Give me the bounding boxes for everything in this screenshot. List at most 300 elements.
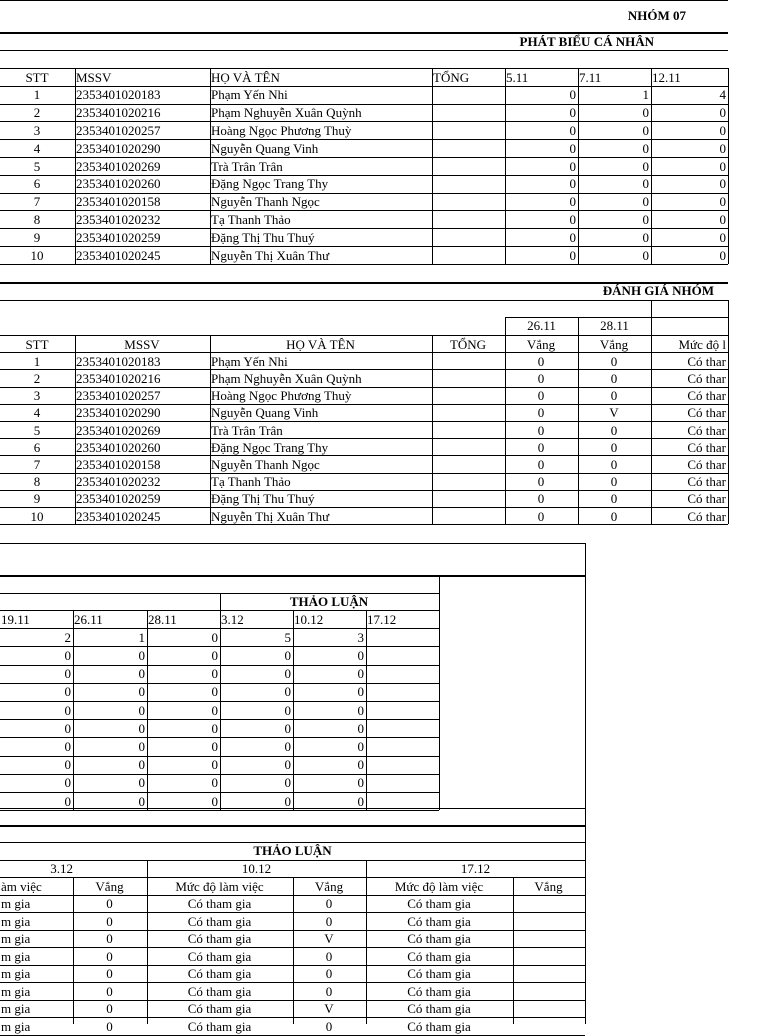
table-cell: Có thar (687, 439, 726, 455)
table-cell: 0 (569, 105, 576, 121)
table-cell: 0 (64, 738, 71, 754)
table-cell: 1 (33, 87, 41, 103)
group-title: NHÓM 07 (627, 8, 686, 23)
table-cell: 0 (325, 896, 333, 911)
grid-line (0, 808, 585, 809)
table-cell: m gia (1, 1018, 31, 1034)
table-cell (433, 456, 503, 473)
table-cell: Có thar (687, 422, 726, 438)
table-cell: Đặng Ngọc Trang Thy (211, 176, 329, 192)
table-cell: 0 (537, 491, 545, 507)
table-cell: 0 (64, 775, 71, 791)
table-cell: 10 (30, 508, 44, 524)
table-cell: m gia (1, 948, 31, 964)
table-cell (433, 104, 503, 121)
table-cell: 7 (33, 456, 41, 472)
section-title-danh-gia: ĐÁNH GIÁ NHÓM (602, 283, 714, 298)
table-cell: 2 (33, 370, 41, 386)
table-cell: Đặng Thị Thu Thuý (211, 229, 315, 245)
table-cell: 2353401020259 (76, 229, 161, 245)
table-cell (433, 353, 503, 370)
table-cell: 0 (642, 176, 649, 192)
table-cell: 0 (719, 194, 726, 210)
header-cell: 7.11 (579, 69, 602, 85)
table-cell: 0 (537, 439, 545, 455)
table-cell: Có thar (687, 370, 726, 386)
table-cell: 0 (719, 122, 726, 138)
table-cell: 0 (284, 702, 291, 718)
table-cell: 2353401020290 (76, 405, 161, 421)
table-cell: 0 (284, 647, 291, 663)
table-cell: 2353401020216 (76, 370, 161, 386)
table-cell: 0 (357, 702, 364, 718)
grid-line (0, 300, 728, 301)
table-cell: Có thar (687, 353, 726, 369)
table-cell: 8 (33, 474, 41, 490)
table-cell (433, 473, 503, 490)
table-cell: Nguyễn Thị Xuân Thư (211, 247, 330, 263)
header-cell: 17.12 (367, 611, 397, 627)
table-cell: 0 (569, 194, 576, 210)
table-cell (433, 387, 503, 404)
header-cell: Vắng (314, 878, 344, 894)
table-cell: Nguyễn Quang Vinh (211, 140, 319, 156)
table-cell: 0 (610, 370, 618, 386)
table-cell: 0 (138, 720, 145, 736)
table-cell: 2353401020260 (76, 439, 161, 455)
table-cell: 0 (64, 793, 71, 809)
table-cell: 2353401020269 (76, 422, 161, 438)
table-cell: Có tham gia (407, 1001, 471, 1016)
grid-line (505, 317, 728, 318)
table-cell: 0 (569, 158, 576, 174)
header-cell: TỔNG (449, 336, 487, 352)
section-title-thao-luan-1: THẢO LUẬN (289, 594, 369, 609)
grid-line (0, 50, 728, 51)
table-cell: 0 (537, 405, 545, 421)
table-cell: 6 (33, 439, 41, 455)
table-cell: 2353401020158 (76, 194, 161, 210)
table-cell: 0 (537, 508, 545, 524)
table-cell (433, 370, 503, 387)
date-cell: 28.11 (600, 318, 629, 333)
table-cell: 0 (211, 793, 218, 809)
header-cell: 12.11 (652, 69, 681, 85)
table-cell (433, 140, 503, 157)
table-cell: 0 (569, 140, 576, 156)
table-cell: Có tham gia (187, 896, 252, 911)
table-cell: 0 (106, 948, 113, 964)
table-cell: Có thar (687, 388, 726, 404)
table-cell: 7 (33, 194, 41, 210)
table-cell: 0 (211, 684, 218, 700)
table-cell: Tạ Thanh Thảo (211, 474, 291, 490)
table-cell: 0 (325, 966, 333, 981)
table-cell (367, 683, 437, 700)
table-cell: 0 (325, 948, 333, 964)
table-cell: 0 (138, 793, 145, 809)
table-cell (367, 793, 437, 810)
table-cell: 0 (357, 720, 364, 736)
grid-line (0, 264, 728, 265)
table-cell: 0 (610, 388, 618, 404)
table-cell: 2353401020290 (76, 140, 161, 156)
table-cell: 1 (138, 629, 145, 645)
table-cell: 3 (33, 388, 41, 404)
table-cell: Đặng Thị Thu Thuý (211, 491, 315, 507)
table-cell: 2 (33, 105, 41, 121)
table-cell: 0 (64, 684, 71, 700)
date-cell: 26.11 (527, 318, 556, 333)
table-cell: Nguyễn Thị Xuân Thư (211, 508, 330, 524)
table-cell: 8 (33, 211, 41, 227)
header-cell: HỌ VÀ TÊN (211, 69, 280, 85)
table-cell: 2353401020183 (76, 87, 161, 103)
table-cell (367, 647, 437, 664)
table-cell (433, 175, 503, 192)
table-cell: 10 (30, 247, 44, 263)
table-cell: 0 (719, 247, 726, 263)
date-cell: 17.12 (460, 861, 491, 876)
grid-line (585, 543, 586, 808)
table-cell: 0 (642, 247, 649, 263)
grid-line (0, 575, 585, 577)
header-cell: MSSV (76, 69, 112, 85)
table-cell: 0 (106, 1001, 113, 1016)
table-cell: 0 (211, 757, 218, 773)
table-cell: m gia (1, 931, 31, 946)
table-cell: Có tham gia (187, 1018, 252, 1034)
table-cell: 0 (64, 720, 71, 736)
table-cell: 0 (642, 140, 649, 156)
table-cell: Nguyễn Thanh Ngọc (211, 456, 320, 472)
table-cell: 2353401020216 (76, 105, 161, 121)
header-cell: Vắng (599, 336, 629, 352)
table-cell: 0 (569, 176, 576, 192)
section-title-thao-luan-2: THẢO LUẬN (253, 843, 332, 858)
table-cell: Phạm Nghuyễn Xuân Quỳnh (211, 105, 362, 121)
table-cell: 0 (642, 211, 649, 227)
table-cell: 0 (138, 666, 145, 682)
table-cell: 2 (64, 629, 71, 645)
table-cell: 1 (642, 87, 649, 103)
table-cell: 0 (537, 456, 545, 472)
grid-line (0, 543, 585, 544)
table-cell: 0 (284, 775, 291, 791)
table-cell: 0 (569, 247, 576, 263)
table-cell (433, 439, 503, 456)
table-cell: 0 (610, 474, 618, 490)
table-cell (514, 948, 583, 965)
grid-line (728, 335, 729, 524)
table-cell: 0 (325, 983, 333, 999)
table-cell: 9 (33, 229, 41, 245)
table-cell: Phạm Nghuyễn Xuân Quỳnh (211, 370, 362, 386)
table-cell: 0 (610, 456, 618, 472)
table-cell: 0 (138, 647, 145, 663)
table-cell: Nguyễn Thanh Ngọc (211, 194, 320, 210)
table-cell: 0 (211, 666, 218, 682)
table-cell: Có thar (687, 491, 726, 507)
table-cell (433, 122, 503, 139)
table-cell: 0 (106, 896, 113, 911)
table-cell: Trà Trân Trân (211, 158, 283, 174)
table-cell (367, 756, 437, 773)
table-cell: 0 (284, 720, 291, 736)
table-cell: 0 (138, 702, 145, 718)
table-cell: 2353401020257 (76, 388, 161, 404)
grid-line (728, 68, 729, 264)
table-cell: Có thar (687, 508, 726, 524)
table-cell: Có tham gia (407, 948, 471, 964)
table-cell (514, 913, 583, 930)
table-cell: 0 (325, 913, 333, 929)
table-cell (433, 404, 503, 421)
section-title-phat-bieu: PHÁT BIỂU CÁ NHÂN (519, 34, 654, 49)
table-cell: 0 (642, 194, 649, 210)
table-cell (514, 895, 583, 912)
header-cell: Vắng (534, 878, 563, 894)
table-cell: 2353401020232 (76, 474, 161, 490)
table-cell: 0 (357, 757, 364, 773)
header-cell: 28.11 (148, 611, 177, 627)
table-cell: 0 (138, 684, 145, 700)
table-cell (433, 490, 503, 507)
table-cell: 0 (64, 647, 71, 663)
table-cell: 0 (284, 793, 291, 809)
table-cell: 0 (325, 1018, 333, 1034)
table-cell: 0 (642, 122, 649, 138)
grid-line (0, 825, 585, 827)
table-cell: Có tham gia (407, 983, 471, 999)
table-cell: 0 (357, 775, 364, 791)
table-cell: 0 (138, 775, 145, 791)
table-cell: 4 (33, 140, 41, 156)
table-cell: Có tham gia (407, 931, 471, 946)
table-cell: 0 (537, 422, 545, 438)
table-cell: m gia (1, 966, 31, 981)
table-cell: 1 (33, 353, 41, 369)
table-cell: Hoàng Ngọc Phương Thuỳ (211, 122, 352, 138)
table-cell: 2353401020245 (76, 247, 161, 263)
table-cell: 0 (357, 684, 364, 700)
table-cell: 0 (64, 702, 71, 718)
table-cell: 0 (211, 702, 218, 718)
table-cell: 0 (610, 353, 618, 369)
table-cell: Trà Trân Trân (211, 422, 283, 438)
grid-line (585, 808, 586, 1024)
table-cell: Hoàng Ngọc Phương Thuỳ (211, 388, 352, 404)
table-cell: 0 (211, 629, 218, 645)
table-cell: 0 (610, 422, 618, 438)
table-cell: 2353401020269 (76, 158, 161, 174)
table-cell: 0 (284, 757, 291, 773)
table-cell: 2353401020257 (76, 122, 161, 138)
table-cell: 2353401020260 (76, 176, 161, 192)
header-cell: TỔNG (433, 69, 470, 85)
table-cell: 5 (33, 422, 41, 438)
table-cell: Có tham gia (187, 913, 252, 929)
table-cell (514, 930, 583, 947)
grid-line (0, 810, 439, 811)
table-cell: 2353401020183 (76, 353, 161, 369)
table-cell: 9 (33, 491, 41, 507)
table-cell: 0 (211, 720, 218, 736)
table-cell (433, 229, 503, 246)
table-cell: 0 (610, 439, 618, 455)
table-cell: 4 (33, 405, 41, 421)
table-cell: Có tham gia (407, 966, 471, 981)
date-cell: 3.12 (50, 861, 73, 876)
header-cell: STT (25, 336, 49, 352)
table-cell: Có tham gia (407, 896, 471, 911)
table-cell: m gia (1, 1001, 31, 1016)
table-cell: 0 (357, 793, 364, 809)
table-cell: Có tham gia (187, 1001, 252, 1016)
header-cell: 3.12 (221, 611, 244, 627)
table-cell: 0 (719, 140, 726, 156)
table-cell: m gia (1, 896, 31, 911)
table-cell: 0 (537, 388, 545, 404)
table-cell: 0 (357, 647, 364, 663)
header-cell: MSSV (124, 336, 160, 352)
header-cell: Mức độ làm việc (394, 878, 484, 894)
table-cell: 0 (106, 931, 113, 946)
table-cell (367, 720, 437, 737)
table-cell: 0 (642, 229, 649, 245)
table-cell: 5 (284, 629, 291, 645)
table-cell: 0 (284, 738, 291, 754)
table-cell (514, 965, 583, 982)
table-cell: 0 (569, 122, 576, 138)
table-cell: Có tham gia (187, 948, 252, 964)
table-cell: 0 (211, 738, 218, 754)
table-cell: 0 (138, 738, 145, 754)
header-cell: àm việc (1, 878, 42, 894)
table-cell: 3 (33, 122, 41, 138)
table-cell: Đặng Ngọc Trang Thy (211, 439, 329, 455)
table-cell (433, 247, 503, 264)
table-cell (433, 86, 503, 103)
table-cell (514, 983, 583, 1000)
table-cell: 4 (719, 87, 726, 103)
table-cell (367, 665, 437, 682)
table-cell: Có tham gia (187, 931, 252, 946)
header-cell: 5.11 (506, 69, 529, 85)
table-cell: Có tham gia (407, 913, 471, 929)
table-cell (367, 774, 437, 791)
table-cell (367, 702, 437, 719)
table-cell: Có thar (687, 474, 726, 490)
table-cell (433, 158, 503, 175)
table-cell: V (324, 931, 334, 946)
table-cell: 0 (719, 105, 726, 121)
table-cell: 0 (138, 757, 145, 773)
header-cell: Vắng (95, 878, 124, 894)
table-cell: 0 (569, 87, 576, 103)
date-cell: 10.12 (241, 861, 272, 876)
table-cell: 0 (106, 1018, 113, 1034)
table-cell: 0 (642, 105, 649, 121)
table-cell: 0 (211, 647, 218, 663)
table-cell: 0 (610, 491, 618, 507)
table-cell: Phạm Yến Nhi (211, 353, 288, 369)
table-cell: 2353401020232 (76, 211, 161, 227)
table-cell: 0 (106, 966, 113, 981)
table-cell: 0 (537, 353, 545, 369)
table-cell: Có tham gia (187, 983, 252, 999)
table-cell: Có thar (687, 405, 726, 421)
table-cell (433, 422, 503, 439)
table-cell: Có thar (687, 456, 726, 472)
table-cell: Tạ Thanh Thảo (211, 211, 291, 227)
table-cell: 0 (719, 229, 726, 245)
table-cell: 2353401020158 (76, 456, 161, 472)
table-cell: 0 (64, 666, 71, 682)
header-cell: 19.11 (1, 611, 30, 627)
grid-line (220, 593, 221, 610)
table-cell (367, 738, 437, 755)
table-cell: 0 (537, 370, 545, 386)
table-cell (433, 508, 503, 525)
header-cell: 26.11 (74, 611, 103, 627)
table-cell: Nguyễn Quang Vinh (211, 405, 319, 421)
table-cell: 0 (719, 176, 726, 192)
header-cell: Vắng (526, 336, 556, 352)
table-cell (514, 1018, 583, 1035)
table-cell: 0 (106, 913, 113, 929)
table-cell: 0 (106, 983, 113, 999)
table-cell (433, 211, 503, 228)
table-cell: 0 (569, 229, 576, 245)
table-cell: 0 (569, 211, 576, 227)
table-cell: 0 (357, 738, 364, 754)
grid-line (439, 610, 440, 810)
table-cell: 2353401020245 (76, 508, 161, 524)
table-cell: m gia (1, 913, 31, 929)
table-cell: V (324, 1001, 334, 1016)
header-cell: STT (25, 69, 49, 85)
table-cell: V (609, 405, 619, 421)
table-cell: 0 (64, 757, 71, 773)
table-cell (433, 193, 503, 210)
grid-line (0, 0, 728, 1)
table-cell: 0 (537, 474, 545, 490)
table-cell: 0 (719, 158, 726, 174)
table-cell: 0 (642, 158, 649, 174)
table-cell: 0 (284, 684, 291, 700)
header-cell: 10.12 (294, 611, 324, 627)
table-cell: 0 (357, 666, 364, 682)
table-cell: 3 (357, 629, 364, 645)
table-cell: Có tham gia (407, 1018, 471, 1034)
table-cell: 0 (610, 508, 618, 524)
table-cell: Có tham gia (187, 966, 252, 981)
table-cell (514, 1000, 583, 1017)
table-cell: 5 (33, 158, 41, 174)
grid-line (0, 1035, 585, 1036)
table-cell: 0 (284, 666, 291, 682)
table-cell: 2353401020259 (76, 491, 161, 507)
table-cell: 0 (719, 211, 726, 227)
header-cell: Mức độ l (678, 336, 726, 352)
table-cell: m gia (1, 983, 31, 999)
header-cell: HỌ VÀ TÊN (286, 336, 355, 352)
table-cell: 0 (211, 775, 218, 791)
header-cell: Mức độ làm việc (175, 878, 264, 894)
table-cell (367, 629, 437, 646)
table-cell: Phạm Yến Nhi (211, 87, 288, 103)
